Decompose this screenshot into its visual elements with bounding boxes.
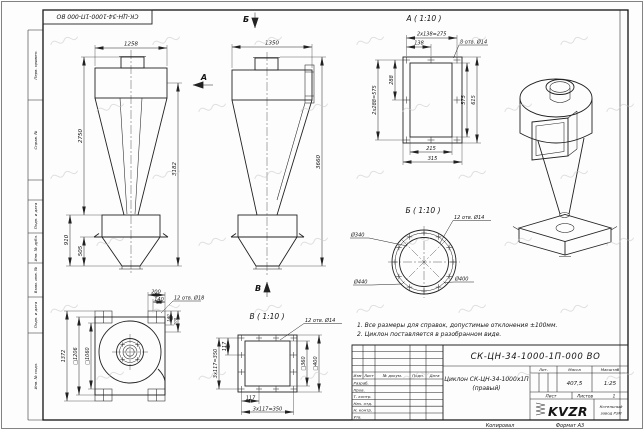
side-view xyxy=(231,13,326,298)
sheet-label: Лист xyxy=(545,394,557,400)
holes-label-b: 12 отв. Ø14 xyxy=(454,215,485,221)
bolt-hole-cross xyxy=(239,352,245,358)
row-razrab: Разраб. xyxy=(353,380,369,386)
dim-2x138: 2x138=275 xyxy=(416,31,447,38)
watermark-mark xyxy=(560,303,588,314)
company-line2: завод РЭП xyxy=(600,410,622,416)
holes-label-a: 8 отв. Ø14 xyxy=(460,39,488,46)
bolt-hole-cross xyxy=(421,288,427,294)
margin-label: Инв. № дубл. xyxy=(33,234,38,262)
watermark-mark xyxy=(50,169,78,180)
mass-value: 407,5 xyxy=(566,381,583,387)
bolt-hole-cross xyxy=(256,386,262,392)
holes-label-v: 12 отв. Ø14 xyxy=(305,318,336,324)
bolt-hole-cross xyxy=(454,137,461,144)
bolt-hole-cross xyxy=(239,386,245,392)
margin-label: Перв. примен. xyxy=(33,50,38,80)
bolt-hole-cross xyxy=(403,97,410,104)
title-block xyxy=(352,345,628,420)
bolt-hole-cross xyxy=(273,335,279,341)
section-a xyxy=(372,14,488,165)
row-nachotd: Нач. отд. xyxy=(353,400,373,406)
watermark-mark xyxy=(560,35,588,46)
scale-value: 1:25 xyxy=(603,381,617,387)
mass-label: Масса xyxy=(568,367,581,372)
logo-spring-icon xyxy=(536,403,545,415)
dim-sq360: □360 xyxy=(301,356,307,371)
footer-format: Формат А3 xyxy=(555,422,585,429)
col-list: Лист xyxy=(364,373,374,378)
bolt-hole-cross xyxy=(291,369,297,375)
dim-138: 138 xyxy=(414,40,424,47)
margin-label: Подп. и дата xyxy=(33,202,38,230)
section-b xyxy=(350,206,491,298)
margin-label: Взам. инв. № xyxy=(33,266,38,294)
section-b-title: Б ( 1:10 ) xyxy=(405,206,441,215)
dim-140-top: 140 xyxy=(154,296,164,303)
volute-view xyxy=(61,290,204,402)
bolt-hole-cross xyxy=(392,259,398,265)
dim-d440: Ø440 xyxy=(354,279,368,286)
notes xyxy=(357,322,557,338)
bolt-hole-cross xyxy=(291,335,297,341)
dim-1372: 1372 xyxy=(61,349,67,363)
dim-sq1060: □1060 xyxy=(85,347,91,365)
watermark-mark xyxy=(504,102,532,113)
margin-label: Справ. № xyxy=(33,130,38,150)
bolt-hole-cross xyxy=(428,137,435,144)
section-v-title: В ( 1:10 ) xyxy=(249,312,285,321)
watermark-mark xyxy=(254,169,282,180)
company-line1: Котельный xyxy=(599,404,623,409)
part-name-line1: Циклон СК-ЦН-34-1000х1П xyxy=(444,376,529,383)
watermark-mark xyxy=(96,102,124,113)
top-stamp xyxy=(43,10,152,24)
row-tkontr: Т. контр. xyxy=(353,394,372,400)
section-a-title: А ( 1:10 ) xyxy=(406,14,442,23)
dim-3x117-bot: 3x117=350 xyxy=(252,406,283,413)
dim-117-left: 117 xyxy=(222,341,228,352)
bolt-hole-cross xyxy=(454,97,461,104)
watermark-mark xyxy=(458,169,486,180)
dim-910: 910 xyxy=(64,234,70,246)
holes-label-w: 12 отв. Ø18 xyxy=(174,295,205,302)
watermark-mark xyxy=(300,102,328,113)
row-utv: Утв. xyxy=(353,414,362,420)
col-izm: Изм xyxy=(353,373,362,378)
bolt-hole-cross xyxy=(239,369,245,375)
dim-3182: 3182 xyxy=(172,162,178,176)
section-v xyxy=(213,312,342,415)
sheets-value: 1 xyxy=(612,394,616,400)
dim-2x288: 2x288=575 xyxy=(372,85,378,115)
watermark-mark xyxy=(50,35,78,46)
bolt-hole-cross xyxy=(421,230,427,236)
bolt-hole-cross xyxy=(454,57,461,64)
dim-200-right: 200 xyxy=(172,317,178,326)
top-stamp-text: СК-ЦН-34-1000-1П-000 ВО xyxy=(56,12,139,20)
dim-sq400: □400 xyxy=(313,356,319,371)
dim-288: 288 xyxy=(389,75,395,85)
col-doc: № докум. xyxy=(382,373,403,378)
watermark-mark xyxy=(152,303,180,314)
row-prov: Пров. xyxy=(353,387,365,393)
margin-label: Подп. и дата xyxy=(33,301,38,329)
logo-text: KVZR xyxy=(548,404,589,419)
watermark-mark xyxy=(198,102,226,113)
dim-1350: 1350 xyxy=(265,40,279,47)
dim-sq1206: □1206 xyxy=(73,347,79,365)
sheets-label: Листов xyxy=(576,394,594,400)
watermark-mark xyxy=(458,303,486,314)
doc-number: СК-ЦН-34-1000-1П-000 ВО xyxy=(470,352,601,362)
dim-3x117-left: 3x117=350 xyxy=(213,348,219,379)
front-view xyxy=(64,42,213,275)
dim-2750: 2750 xyxy=(78,129,84,143)
bolt-hole-cross xyxy=(403,137,410,144)
watermark-mark xyxy=(402,102,430,113)
lit-label: Лит. xyxy=(539,367,548,372)
scale-label: Масштаб xyxy=(600,367,620,372)
watermark-mark xyxy=(356,303,384,314)
dim-200-top: 200 xyxy=(151,289,161,296)
bolt-hole-cross xyxy=(291,386,297,392)
dim-d400: Ø400 xyxy=(455,276,469,283)
bolt-hole-cross xyxy=(403,57,410,64)
note-1: 1. Все размеры для справок, допустимые отклонения ±100мм. xyxy=(357,322,558,329)
left-margin-stamps xyxy=(28,30,43,420)
dim-505: 505 xyxy=(78,245,84,257)
watermark-mark xyxy=(198,236,226,247)
bolt-hole-cross xyxy=(273,386,279,392)
col-sign: Подп. xyxy=(412,373,424,378)
dim-117-bot: 117 xyxy=(245,395,256,402)
view-arrow-b: Б xyxy=(242,15,250,24)
watermark-mark xyxy=(504,236,532,247)
bolt-hole-cross xyxy=(239,335,245,341)
bolt-hole-cross xyxy=(256,335,262,341)
col-date: Дата xyxy=(429,373,440,378)
dim-215: 215 xyxy=(426,146,436,152)
isometric-view xyxy=(513,79,617,257)
watermark-mark xyxy=(560,169,588,180)
footer-copied: Копировал xyxy=(485,422,515,429)
dim-315: 315 xyxy=(427,156,438,162)
part-name-line2: (правый) xyxy=(472,385,501,392)
dim-615: 615 xyxy=(471,95,477,105)
view-arrow-v: В xyxy=(254,284,262,293)
dim-d340: Ø340 xyxy=(351,232,365,239)
bolt-hole-cross xyxy=(428,57,435,64)
bolt-hole-cross xyxy=(291,352,297,358)
watermark-mark xyxy=(300,236,328,247)
bolt-hole-cross xyxy=(450,259,456,265)
dim-140-right: 140 xyxy=(165,314,171,322)
view-arrow-a: А xyxy=(200,73,208,82)
watermark-mark xyxy=(96,370,124,381)
watermark-mark xyxy=(356,169,384,180)
margin-label: Инв. № подл. xyxy=(33,362,38,390)
dim-3660: 3660 xyxy=(316,155,322,169)
dim-1258: 1258 xyxy=(124,41,138,48)
dim-575: 575 xyxy=(461,95,467,105)
note-2: 2. Циклон поставляется в разобранном виде. xyxy=(357,331,502,338)
watermark-mark xyxy=(356,35,384,46)
row-nkontr: Н. контр. xyxy=(353,407,373,413)
watermark-mark xyxy=(152,35,180,46)
watermark-mark xyxy=(50,303,78,314)
